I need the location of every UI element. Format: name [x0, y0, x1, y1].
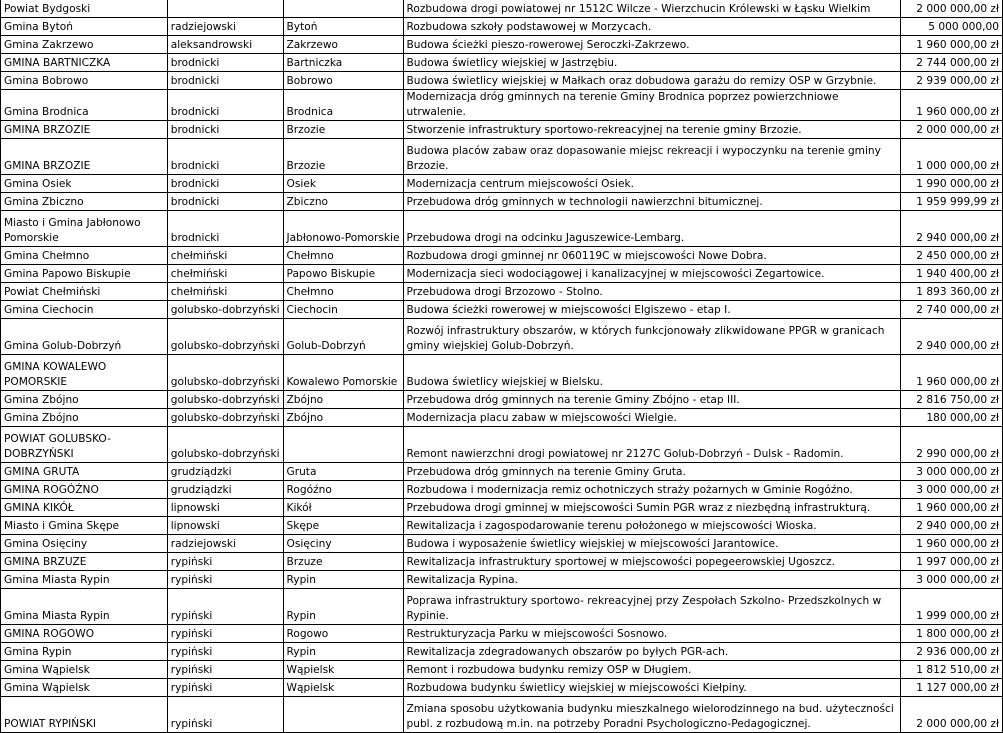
municipality-cell[interactable]: Rypin — [283, 589, 403, 625]
amount-cell[interactable]: 3 000 000,00 zł — [900, 481, 1002, 499]
county-cell[interactable]: grudziądzki — [167, 481, 283, 499]
beneficiary-cell[interactable]: Gmina Papowo Biskupie — [1, 265, 168, 283]
municipality-cell[interactable]: Zbójno — [283, 391, 403, 409]
table-row — [1, 481, 1003, 499]
municipality-cell[interactable]: Rypin — [283, 571, 403, 589]
table-row — [1, 265, 1003, 283]
task-cell[interactable]: Rewitalizacja zdegradowanych obszarów po byłych PGR-ach. — [403, 643, 900, 661]
beneficiary-cell[interactable]: POWIAT GOLUBSKO-DOBRZYŃSKI — [1, 427, 168, 463]
beneficiary-cell[interactable]: Gmina Wąpielsk — [1, 661, 168, 679]
task-cell[interactable]: Przebudowa drogi gminnej w miejscowości Sumin PGR wraz z niezbędną infrastrukturą. — [403, 499, 900, 517]
county-cell[interactable]: golubsko-dobrzyński — [167, 301, 283, 319]
amount-cell[interactable]: 2 000 000,00 zł — [900, 121, 1002, 139]
beneficiary-cell[interactable]: Gmina Brodnica — [1, 90, 168, 121]
amount-cell[interactable]: 2 939 000,00 zł — [900, 72, 1002, 90]
municipality-cell[interactable]: Rogowo — [283, 625, 403, 643]
municipality-cell[interactable]: Kowalewo Pomorskie — [283, 355, 403, 391]
beneficiary-cell[interactable]: Miasto i Gmina Skępe — [1, 517, 168, 535]
county-cell[interactable]: aleksandrowski — [167, 36, 283, 54]
municipality-cell[interactable] — [283, 0, 403, 18]
task-cell[interactable]: Budowa ścieżki rowerowej w miejscowości Elgiszewo - etap I. — [403, 301, 900, 319]
beneficiary-cell[interactable]: Gmina Zbójno — [1, 409, 168, 427]
table-row — [1, 391, 1003, 409]
county-cell[interactable]: brodnicki — [167, 72, 283, 90]
beneficiary-cell[interactable]: Gmina Golub-Dobrzyń — [1, 319, 168, 355]
table-body — [1, 0, 1003, 733]
county-cell[interactable]: rypiński — [167, 571, 283, 589]
county-cell[interactable]: lipnowski — [167, 517, 283, 535]
amount-cell[interactable]: 1 959 999,99 zł — [900, 193, 1002, 211]
municipality-cell[interactable]: Brzozie — [283, 121, 403, 139]
task-cell[interactable]: Rozbudowa drogi gminnej nr 060119C w miejscowości Nowe Dobra. — [403, 247, 900, 265]
municipality-cell[interactable] — [283, 697, 403, 733]
task-cell[interactable]: Remont i rozbudowa budynku remizy OSP w Długiem. — [403, 661, 900, 679]
municipality-cell[interactable]: Bartniczka — [283, 54, 403, 72]
amount-cell[interactable]: 2 740 000,00 zł — [900, 301, 1002, 319]
table-row — [1, 409, 1003, 427]
table-row — [1, 211, 1003, 247]
amount-cell[interactable]: 2 744 000,00 zł — [900, 54, 1002, 72]
county-cell[interactable]: radziejowski — [167, 535, 283, 553]
beneficiary-cell[interactable]: Gmina Zbiczno — [1, 193, 168, 211]
table-row — [1, 355, 1003, 391]
beneficiary-cell[interactable]: Gmina Wąpielsk — [1, 679, 168, 697]
amount-cell[interactable]: 2 990 000,00 zł — [900, 427, 1002, 463]
amount-cell[interactable]: 3 000 000,00 zł — [900, 571, 1002, 589]
amount-cell[interactable]: 2 940 000,00 zł — [900, 319, 1002, 355]
amount-cell[interactable]: 1 997 000,00 zł — [900, 553, 1002, 571]
table-row — [1, 553, 1003, 571]
county-cell[interactable]: golubsko-dobrzyński — [167, 409, 283, 427]
table-row — [1, 571, 1003, 589]
amount-cell[interactable]: 1 960 000,00 zł — [900, 355, 1002, 391]
table-row — [1, 661, 1003, 679]
amount-cell[interactable]: 1 999 000,00 zł — [900, 589, 1002, 625]
amount-cell[interactable]: 2 940 000,00 zł — [900, 517, 1002, 535]
task-cell[interactable]: Modernizacja sieci wodociągowej i kanalizacyjnej w miejscowości Zegartowice. — [403, 265, 900, 283]
table-row — [1, 247, 1003, 265]
beneficiary-cell[interactable]: GMINA BRZUZE — [1, 553, 168, 571]
municipality-cell[interactable]: Brodnica — [283, 90, 403, 121]
municipality-cell[interactable]: Golub-Dobrzyń — [283, 319, 403, 355]
task-cell[interactable]: Rozbudowa budynku świetlicy wiejskiej w miejscowości Kiełpiny. — [403, 679, 900, 697]
amount-cell[interactable]: 1 812 510,00 zł — [900, 661, 1002, 679]
beneficiary-cell[interactable]: Gmina Miasta Rypin — [1, 571, 168, 589]
amount-cell[interactable]: 2 936 000,00 zł — [900, 643, 1002, 661]
beneficiary-cell[interactable]: Gmina Miasta Rypin — [1, 589, 168, 625]
amount-cell[interactable]: 1 127 000,00 zł — [900, 679, 1002, 697]
county-cell[interactable]: golubsko-dobrzyński — [167, 319, 283, 355]
county-cell[interactable]: brodnicki — [167, 121, 283, 139]
municipality-cell[interactable]: Chełmno — [283, 283, 403, 301]
amount-cell[interactable]: 1 960 000,00 zł — [900, 36, 1002, 54]
table-row — [1, 427, 1003, 463]
county-cell[interactable]: brodnicki — [167, 139, 283, 175]
amount-cell[interactable]: 180 000,00 zł — [900, 409, 1002, 427]
amount-cell[interactable]: 2 940 000,00 zł — [900, 211, 1002, 247]
task-cell[interactable]: Modernizacja centrum miejscowości Osiek. — [403, 175, 900, 193]
task-cell[interactable]: Rewitalizacja infrastruktury sportowej w miejscowości popegeerowskiej Ugoszcz. — [403, 553, 900, 571]
beneficiary-cell[interactable]: GMINA KOWALEWO POMORSKIE — [1, 355, 168, 391]
amount-cell[interactable]: 1 000 000,00 zł — [900, 139, 1002, 175]
county-cell[interactable]: lipnowski — [167, 499, 283, 517]
amount-cell[interactable]: 3 000 000,00 zł — [900, 463, 1002, 481]
county-cell[interactable]: chełmiński — [167, 265, 283, 283]
amount-cell[interactable]: 1 940 400,00 zł — [900, 265, 1002, 283]
county-cell[interactable]: rypiński — [167, 661, 283, 679]
table-row — [1, 193, 1003, 211]
county-cell[interactable]: brodnicki — [167, 193, 283, 211]
task-cell[interactable]: Przebudowa drogi na odcinku Jaguszewice-Lembarg. — [403, 211, 900, 247]
task-cell[interactable]: Modernizacja placu zabaw w miejscowości Wielgie. — [403, 409, 900, 427]
county-cell[interactable]: brodnicki — [167, 90, 283, 121]
table-row — [1, 463, 1003, 481]
county-cell[interactable]: golubsko-dobrzyński — [167, 391, 283, 409]
municipality-cell[interactable]: Gruta — [283, 463, 403, 481]
county-cell[interactable]: chełmiński — [167, 283, 283, 301]
county-cell[interactable]: grudziądzki — [167, 463, 283, 481]
amount-cell[interactable]: 1 990 000,00 zł — [900, 175, 1002, 193]
task-cell[interactable]: Stworzenie infrastruktury sportowo-rekreacyjnej na terenie gminy Brzozie. — [403, 121, 900, 139]
municipality-cell[interactable]: Wąpielsk — [283, 661, 403, 679]
table-row — [1, 175, 1003, 193]
municipality-cell[interactable]: Bobrowo — [283, 72, 403, 90]
beneficiary-cell[interactable]: Gmina Ciechocin — [1, 301, 168, 319]
beneficiary-cell[interactable]: Gmina Bytoń — [1, 18, 168, 36]
municipality-cell[interactable]: Rypin — [283, 643, 403, 661]
county-cell[interactable]: golubsko-dobrzyński — [167, 355, 283, 391]
task-cell[interactable]: Poprawa infrastruktury sportowo- rekreacyjnej przy Zespołach Szkolno- Przedszkolnych w Rypinie. — [403, 589, 900, 625]
task-cell[interactable]: Rozbudowa drogi powiatowej nr 1512C Wilcze - Wierzchucin Królewski w Łąsku Wielkim — [403, 0, 900, 18]
amount-cell[interactable]: 1 893 360,00 zł — [900, 283, 1002, 301]
task-cell[interactable]: Rewitalizacja i zagospodarowanie terenu położonego w miejscowości Wioska. — [403, 517, 900, 535]
task-cell[interactable]: Budowa świetlicy wiejskiej w Małkach oraz dobudowa garażu do remizy OSP w Grzybnie. — [403, 72, 900, 90]
amount-cell[interactable]: 1 960 000,00 zł — [900, 499, 1002, 517]
table-row — [1, 283, 1003, 301]
beneficiary-cell[interactable]: Gmina Bobrowo — [1, 72, 168, 90]
county-cell[interactable]: rypiński — [167, 589, 283, 625]
table-row — [1, 589, 1003, 625]
task-cell[interactable]: Rozwój infrastruktury obszarów, w których funkcjonowały zlikwidowane PPGR w granicach gminy wiejskiej Golub-Dobrzyń. — [403, 319, 900, 355]
table-row — [1, 319, 1003, 355]
task-cell[interactable]: Zmiana sposobu użytkowania budynku mieszkalnego wielorodzinnego na bud. użyteczności publ. z rozbudową m.in. na potrzeby Poradni Psychologiczno-Pedagogicznej. — [403, 697, 900, 733]
table-row — [1, 697, 1003, 733]
amount-cell[interactable]: 2 000 000,00 zł — [900, 697, 1002, 733]
task-cell[interactable]: Rewitalizacja Rypina. — [403, 571, 900, 589]
table-row — [1, 139, 1003, 175]
task-cell[interactable]: Przebudowa dróg gminnych w technologii nawierzchni bitumicznej. — [403, 193, 900, 211]
county-cell[interactable]: rypiński — [167, 697, 283, 733]
beneficiary-cell[interactable]: GMINA BARTNICZKA — [1, 54, 168, 72]
municipality-cell[interactable]: Rogóźno — [283, 481, 403, 499]
table-row — [1, 18, 1003, 36]
table-row — [1, 0, 1003, 18]
table-row — [1, 625, 1003, 643]
beneficiary-cell[interactable]: POWIAT RYPIŃSKI — [1, 697, 168, 733]
task-cell[interactable]: Budowa placów zabaw oraz dopasowanie miejsc rekreacji i wypoczynku na terenie gminy Brzozie. — [403, 139, 900, 175]
beneficiary-cell[interactable]: Powiat Bydgoski — [1, 0, 168, 18]
county-cell[interactable]: rypiński — [167, 553, 283, 571]
municipality-cell[interactable]: Ciechocin — [283, 301, 403, 319]
county-cell[interactable]: rypiński — [167, 625, 283, 643]
task-cell[interactable]: Rozbudowa szkoły podstawowej w Morzycach. — [403, 18, 900, 36]
table-row — [1, 535, 1003, 553]
table-row — [1, 643, 1003, 661]
beneficiary-cell[interactable]: Gmina Osiek — [1, 175, 168, 193]
county-cell[interactable] — [167, 0, 283, 18]
table-row — [1, 54, 1003, 72]
municipality-cell[interactable]: Papowo Biskupie — [283, 265, 403, 283]
municipality-cell[interactable]: Kikół — [283, 499, 403, 517]
municipality-cell[interactable]: Wąpielsk — [283, 679, 403, 697]
amount-cell[interactable]: 1 960 000,00 zł — [900, 535, 1002, 553]
county-cell[interactable]: radziejowski — [167, 18, 283, 36]
amount-cell[interactable]: 2 450 000,00 zł — [900, 247, 1002, 265]
beneficiary-cell[interactable]: Gmina Chełmno — [1, 247, 168, 265]
table-row — [1, 121, 1003, 139]
county-cell[interactable]: rypiński — [167, 679, 283, 697]
beneficiary-cell[interactable]: GMINA GRUTA — [1, 463, 168, 481]
municipality-cell[interactable]: Osiek — [283, 175, 403, 193]
municipality-cell[interactable]: Skępe — [283, 517, 403, 535]
county-cell[interactable]: chełmiński — [167, 247, 283, 265]
task-cell[interactable]: Budowa świetlicy wiejskiej w Jastrzębiu. — [403, 54, 900, 72]
municipality-cell[interactable]: Zbiczno — [283, 193, 403, 211]
county-cell[interactable]: brodnicki — [167, 211, 283, 247]
municipality-cell[interactable]: Jabłonowo-Pomorskie — [283, 211, 403, 247]
amount-cell[interactable]: 5 000 000,00 — [900, 18, 1002, 36]
beneficiary-cell[interactable]: Miasto i Gmina Jabłonowo Pomorskie — [1, 211, 168, 247]
municipality-cell[interactable]: Osięciny — [283, 535, 403, 553]
county-cell[interactable]: brodnicki — [167, 175, 283, 193]
amount-cell[interactable]: 1 960 000,00 zł — [900, 90, 1002, 121]
county-cell[interactable]: brodnicki — [167, 54, 283, 72]
task-cell[interactable]: Remont nawierzchni drogi powiatowej nr 2127C Golub-Dobrzyń - Dulsk - Radomin. — [403, 427, 900, 463]
municipality-cell[interactable]: Chełmno — [283, 247, 403, 265]
task-cell[interactable]: Przebudowa dróg gminnych na terenie Gminy Zbójno - etap III. — [403, 391, 900, 409]
table-row — [1, 301, 1003, 319]
beneficiary-cell[interactable]: Powiat Chełmiński — [1, 283, 168, 301]
amount-cell[interactable]: 2 816 750,00 zł — [900, 391, 1002, 409]
municipality-cell[interactable]: Brzozie — [283, 139, 403, 175]
task-cell[interactable]: Budowa świetlicy wiejskiej w Bielsku. — [403, 355, 900, 391]
amount-cell[interactable]: 1 800 000,00 zł — [900, 625, 1002, 643]
task-cell[interactable]: Restrukturyzacja Parku w miejscowości Sosnowo. — [403, 625, 900, 643]
task-cell[interactable]: Budowa i wyposażenie świetlicy wiejskiej w miejscowości Jarantowice. — [403, 535, 900, 553]
municipality-cell[interactable]: Bytoń — [283, 18, 403, 36]
table-row — [1, 36, 1003, 54]
municipality-cell[interactable] — [283, 427, 403, 463]
beneficiary-cell[interactable]: GMINA BRZOZIE — [1, 139, 168, 175]
amount-cell[interactable]: 2 000 000,00 zł — [900, 0, 1002, 18]
beneficiary-cell[interactable]: Gmina Zakrzewo — [1, 36, 168, 54]
municipality-cell[interactable]: Zbójno — [283, 409, 403, 427]
table-row — [1, 679, 1003, 697]
beneficiary-cell[interactable]: Gmina Zbójno — [1, 391, 168, 409]
beneficiary-cell[interactable]: GMINA ROGÓŹNO — [1, 481, 168, 499]
table-row — [1, 72, 1003, 90]
county-cell[interactable]: golubsko-dobrzyński — [167, 427, 283, 463]
task-cell[interactable]: Przebudowa drogi Brzozowo - Stolno. — [403, 283, 900, 301]
beneficiary-cell[interactable]: Gmina Rypin — [1, 643, 168, 661]
table-row — [1, 90, 1003, 121]
beneficiary-cell[interactable]: GMINA KIKÓŁ — [1, 499, 168, 517]
beneficiary-cell[interactable]: GMINA BRZOZIE — [1, 121, 168, 139]
task-cell[interactable]: Modernizacja dróg gminnych na terenie Gminy Brodnica poprzez powierzchniowe utrwalenie. — [403, 90, 900, 121]
task-cell[interactable]: Rozbudowa i modernizacja remiz ochotniczych straży pożarnych w Gminie Rogóźno. — [403, 481, 900, 499]
table-row — [1, 499, 1003, 517]
county-cell[interactable]: rypiński — [167, 643, 283, 661]
beneficiary-cell[interactable]: Gmina Osięciny — [1, 535, 168, 553]
municipality-cell[interactable]: Brzuze — [283, 553, 403, 571]
table-row — [1, 517, 1003, 535]
task-cell[interactable]: Przebudowa dróg gminnych na terenie Gminy Gruta. — [403, 463, 900, 481]
municipality-cell[interactable]: Zakrzewo — [283, 36, 403, 54]
beneficiary-cell[interactable]: GMINA ROGOWO — [1, 625, 168, 643]
task-cell[interactable]: Budowa ścieżki pieszo-rowerowej Seroczki-Zakrzewo. — [403, 36, 900, 54]
